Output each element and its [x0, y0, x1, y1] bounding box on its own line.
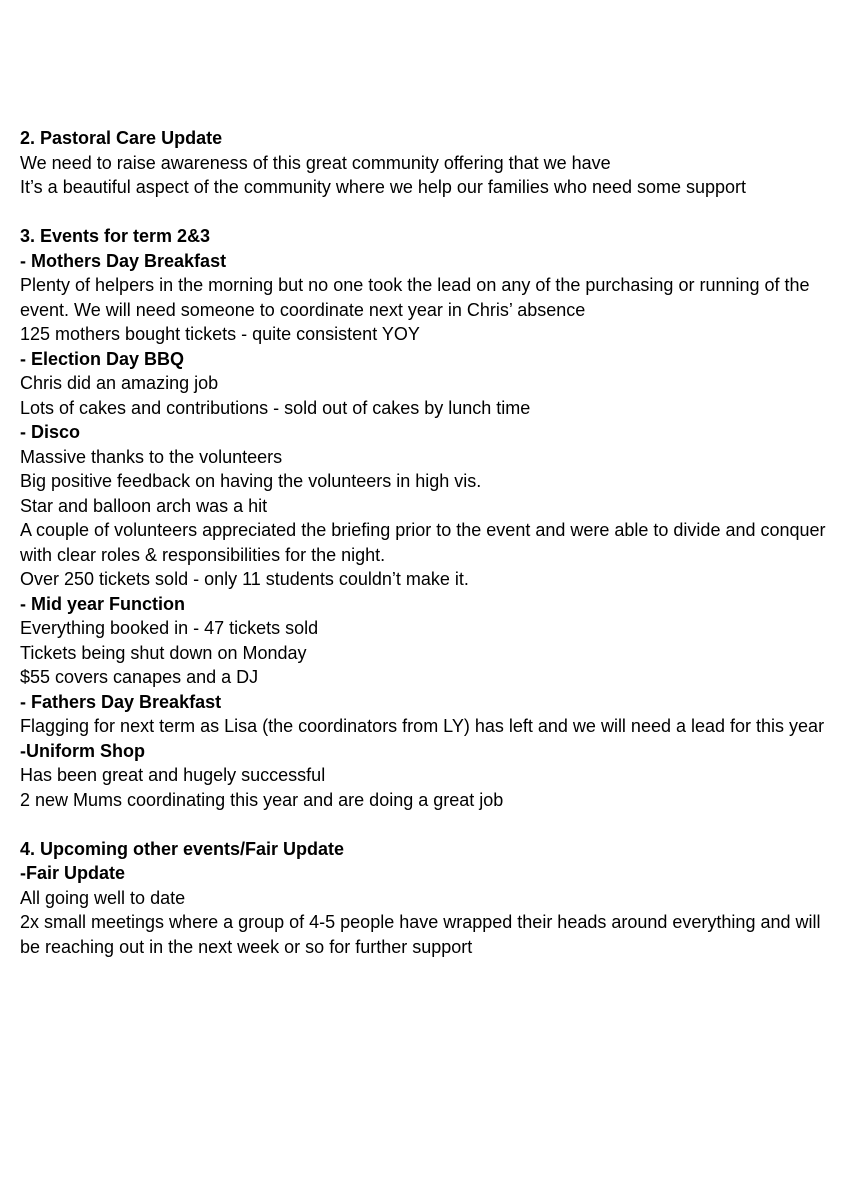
paragraph: 2x small meetings where a group of 4-5 people have wrapped their heads around everything and will be reaching out in the next week or so for further support [20, 912, 821, 957]
subheading-fair-update: -Fair Update [20, 863, 126, 883]
paragraph: Everything booked in - 47 tickets sold [20, 618, 319, 638]
section-heading-upcoming-events: 4. Upcoming other events/Fair Update [20, 838, 345, 859]
paragraph: It’s a beautiful aspect of the community where we help our families who need some support [20, 177, 747, 197]
section-heading-events: 3. Events for term 2&3 [20, 226, 211, 246]
paragraph: A couple of volunteers appreciated the briefing prior to the event and were able to divide and conquer with clear roles & responsibilities for the night. [20, 520, 826, 565]
paragraph: Tickets being shut down on Monday [20, 642, 307, 663]
paragraph: Over 250 tickets sold - only 11 students couldn’t make it. [20, 569, 469, 589]
paragraph: Big positive feedback on having the volunteers in high vis. [20, 471, 482, 491]
subheading-uniform-shop: -Uniform Shop [20, 740, 145, 761]
paragraph: Flagging for next term as Lisa (the coordinators from LY) has left and we will need a lead for this year [20, 716, 825, 736]
paragraph: Chris did an amazing job [20, 373, 219, 393]
blank-line [20, 200, 830, 225]
meeting-notes-body [20, 126, 830, 959]
paragraph: Lots of cakes and contributions - sold out of cakes by lunch time [20, 397, 531, 418]
subheading-fathers-day-breakfast: - Fathers Day Breakfast [20, 691, 222, 712]
paragraph: We need to raise awareness of this great community offering that we have [20, 152, 611, 173]
blank-line [20, 812, 830, 837]
paragraph: All going well to date [20, 887, 186, 908]
section-heading-pastoral-care: 2. Pastoral Care Update [20, 128, 223, 148]
subheading-disco: - Disco [20, 422, 81, 442]
paragraph: Massive thanks to the volunteers [20, 446, 283, 467]
paragraph: 2 new Mums coordinating this year and are doing a great job [20, 789, 504, 810]
paragraph: Plenty of helpers in the morning but no one took the lead on any of the purchasing or running of the event. We will need someone to coordinate next year in Chris’ absence [20, 275, 810, 320]
paragraph: Star and balloon arch was a hit [20, 495, 268, 516]
paragraph: $55 covers canapes and a DJ [20, 667, 259, 687]
subheading-mothers-day-breakfast: - Mothers Day Breakfast [20, 250, 227, 271]
paragraph: 125 mothers bought tickets - quite consistent YOY [20, 324, 420, 344]
subheading-election-day-bbq: - Election Day BBQ [20, 348, 185, 369]
subheading-mid-year-function: - Mid year Function [20, 593, 186, 614]
paragraph: Has been great and hugely successful [20, 765, 326, 785]
